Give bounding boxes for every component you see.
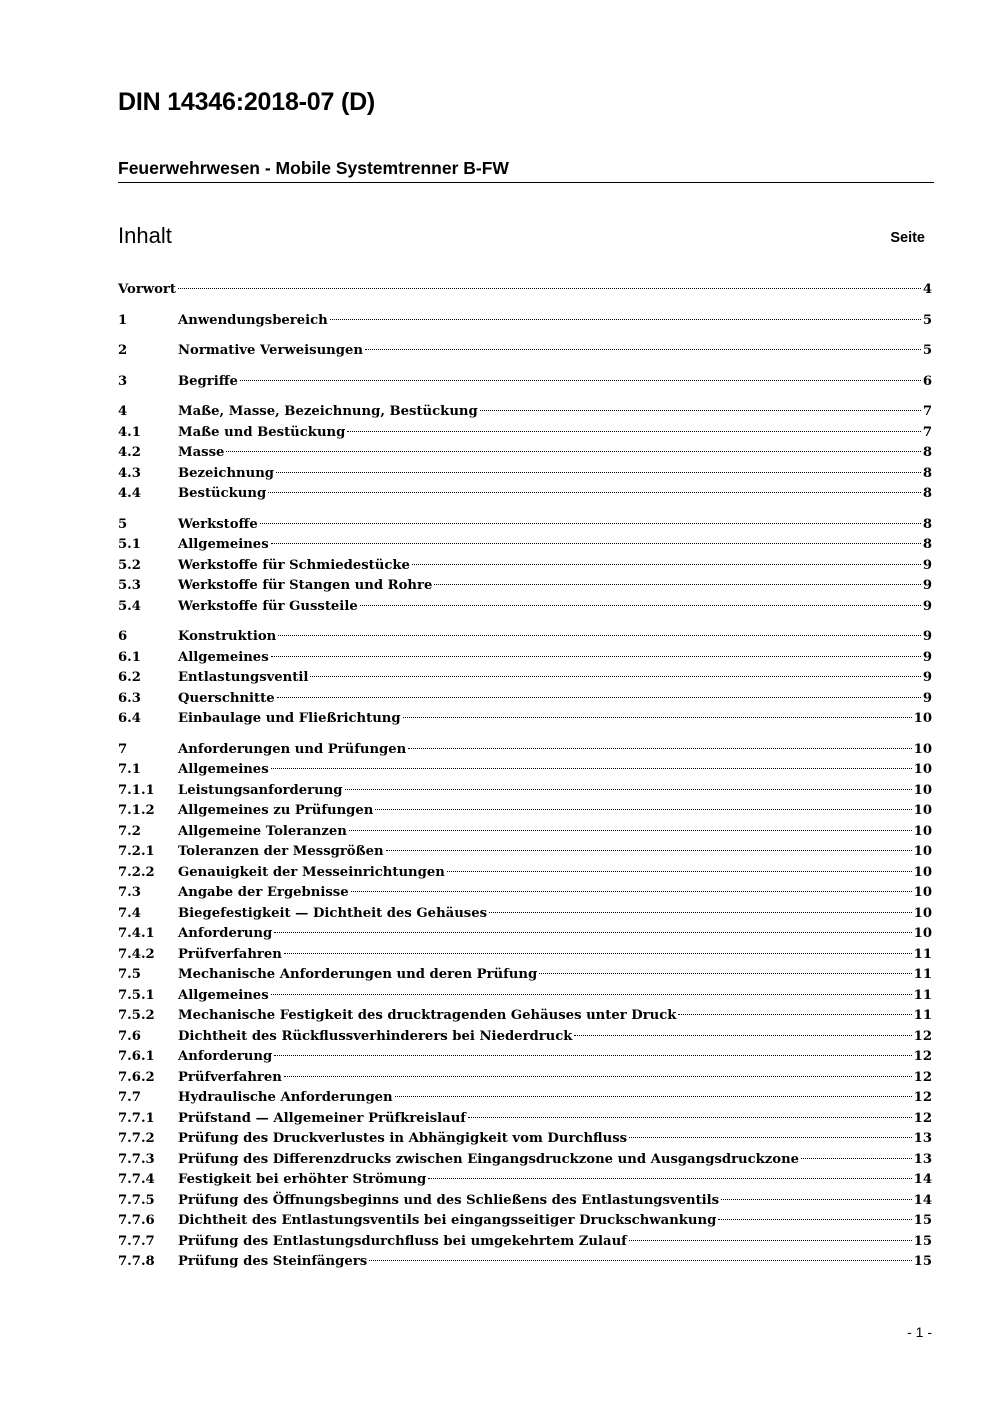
toc-dot-leader bbox=[375, 809, 911, 810]
toc-entry-number: 7.6 bbox=[118, 1028, 141, 1044]
toc-entry-number: 7.7 bbox=[118, 1090, 141, 1105]
toc-entry-title: Vorwort bbox=[118, 282, 176, 297]
toc-entry-number: 7 bbox=[118, 741, 128, 757]
toc-entry-page: 11 bbox=[913, 967, 932, 982]
toc-entry-number: 5 bbox=[118, 516, 128, 532]
toc-entry-page: 5 bbox=[922, 343, 932, 358]
toc-dot-leader bbox=[271, 543, 921, 544]
toc-entry-page: 8 bbox=[922, 486, 932, 501]
toc-dot-leader bbox=[278, 635, 921, 636]
document-title: DIN 14346:2018-07 (D) bbox=[118, 88, 376, 116]
toc-entry-title: Anforderung bbox=[178, 1049, 273, 1064]
toc-dot-leader bbox=[351, 891, 912, 892]
toc-dot-leader bbox=[345, 789, 912, 790]
toc-entry[interactable] bbox=[118, 1170, 932, 1191]
toc-entry[interactable] bbox=[118, 801, 932, 822]
toc-entry-title: Prüfung des Druckverlustes in Abhängigkeit vom Durchfluss bbox=[178, 1131, 628, 1146]
toc-dot-leader bbox=[408, 748, 911, 749]
toc-dot-leader bbox=[271, 768, 912, 769]
toc-entry[interactable] bbox=[118, 965, 932, 986]
page-number: - 1 - bbox=[907, 1324, 932, 1340]
toc-dot-leader bbox=[434, 584, 920, 585]
toc-entry-number: 4.1 bbox=[118, 424, 141, 440]
toc-dot-leader bbox=[395, 1096, 912, 1097]
toc-entry-title: Werkstoffe für Schmiedestücke bbox=[178, 557, 410, 573]
toc-entry[interactable] bbox=[118, 822, 932, 843]
toc-dot-leader bbox=[539, 973, 911, 974]
toc-entry-page: 12 bbox=[913, 1110, 932, 1126]
toc-entry-page: 10 bbox=[913, 905, 932, 921]
toc-entry-title: Normative Verweisungen bbox=[178, 343, 363, 358]
toc-entry-number: 7.4.2 bbox=[118, 946, 155, 962]
toc-entry-page: 12 bbox=[913, 1028, 932, 1044]
toc-entry-title: Bezeichnung bbox=[178, 465, 275, 481]
toc-dot-leader bbox=[260, 523, 921, 524]
toc-entry[interactable] bbox=[118, 280, 932, 301]
toc-entry-number: 7.5.2 bbox=[118, 1008, 155, 1023]
toc-entry-title: Angabe der Ergebnisse bbox=[178, 885, 349, 900]
toc-entry-number: 5.3 bbox=[118, 578, 141, 593]
toc-entry[interactable] bbox=[118, 842, 932, 863]
toc-dot-leader bbox=[271, 656, 921, 657]
toc-entry[interactable] bbox=[118, 1252, 932, 1273]
toc-entry-number: 7.4 bbox=[118, 905, 141, 921]
toc-entry-page: 9 bbox=[922, 690, 932, 706]
toc-dot-leader bbox=[629, 1240, 912, 1241]
toc-entry-number: 4.4 bbox=[118, 486, 141, 501]
toc-entry[interactable] bbox=[118, 535, 932, 556]
toc-entry-page: 13 bbox=[913, 1131, 932, 1146]
toc-entry-number: 7.7.7 bbox=[118, 1233, 155, 1249]
toc-dot-leader bbox=[574, 1035, 911, 1036]
toc-dot-leader bbox=[240, 380, 921, 381]
toc-entry-page: 8 bbox=[922, 465, 932, 481]
toc-entry-page: 6 bbox=[922, 373, 932, 389]
toc-entry-title: Prüfung des Differenzdrucks zwischen Eingangsdruckzone und Ausgangsdruckzone bbox=[178, 1151, 800, 1167]
toc-entry-number: 7.4.1 bbox=[118, 926, 155, 941]
toc-entry-page: 10 bbox=[913, 823, 932, 839]
toc-entry[interactable] bbox=[118, 1027, 932, 1048]
toc-entry[interactable] bbox=[118, 627, 932, 648]
toc-dot-leader bbox=[330, 319, 921, 320]
toc-entry-page: 8 bbox=[922, 516, 932, 532]
page-column-label: Seite bbox=[890, 230, 925, 246]
toc-entry-page: 8 bbox=[922, 445, 932, 460]
toc-entry-title: Begriffe bbox=[178, 373, 238, 389]
toc-entry-page: 10 bbox=[913, 741, 932, 757]
toc-dot-leader bbox=[276, 472, 921, 473]
toc-entry[interactable] bbox=[118, 1068, 932, 1089]
toc-entry[interactable] bbox=[118, 1006, 932, 1027]
toc-dot-leader bbox=[718, 1219, 911, 1220]
toc-dot-leader bbox=[369, 1260, 912, 1261]
toc-entry-title: Mechanische Anforderungen und deren Prüfung bbox=[178, 967, 538, 982]
toc-entry[interactable] bbox=[118, 883, 932, 904]
toc-entry-title: Dichtheit des Rückflussverhinderers bei Niederdruck bbox=[178, 1028, 573, 1044]
toc-entry[interactable] bbox=[118, 484, 932, 505]
toc-dot-leader bbox=[489, 912, 912, 913]
toc-entry[interactable] bbox=[118, 576, 932, 597]
toc-entry[interactable] bbox=[118, 1211, 932, 1232]
toc-entry-number: 4 bbox=[118, 404, 128, 419]
toc-dot-leader bbox=[447, 871, 912, 872]
toc-entry-number: 7.6.1 bbox=[118, 1049, 155, 1064]
toc-entry-page: 13 bbox=[913, 1151, 932, 1167]
toc-entry-page: 8 bbox=[922, 537, 932, 552]
toc-dot-leader bbox=[349, 830, 912, 831]
toc-entry[interactable] bbox=[118, 1129, 932, 1150]
toc-entry-title: Genauigkeit der Messeinrichtungen bbox=[178, 864, 445, 880]
toc-dot-leader bbox=[386, 850, 912, 851]
toc-dot-leader bbox=[284, 1076, 912, 1077]
toc-dot-leader bbox=[347, 431, 920, 432]
toc-entry[interactable] bbox=[118, 1191, 932, 1212]
toc-entry[interactable] bbox=[118, 924, 932, 945]
toc-entry[interactable] bbox=[118, 1150, 932, 1171]
toc-entry[interactable] bbox=[118, 443, 932, 464]
toc-entry-page: 9 bbox=[922, 670, 932, 685]
toc-dot-leader bbox=[274, 932, 911, 933]
toc-entry-page: 10 bbox=[913, 803, 932, 818]
toc-entry-number: 4.3 bbox=[118, 465, 141, 481]
toc-entry[interactable] bbox=[118, 904, 932, 925]
toc-entry[interactable] bbox=[118, 464, 932, 485]
toc-entry-page: 9 bbox=[922, 578, 932, 593]
toc-entry-title: Masse bbox=[178, 445, 225, 460]
toc-dot-leader bbox=[268, 492, 921, 493]
document-subtitle: Feuerwehrwesen - Mobile Systemtrenner B-FW bbox=[118, 158, 934, 183]
toc-entry[interactable] bbox=[118, 515, 932, 536]
toc-dot-leader bbox=[274, 1055, 911, 1056]
toc-dot-leader bbox=[310, 676, 920, 677]
toc-entry-number: 4.2 bbox=[118, 445, 141, 460]
toc-entry-number: 7.3 bbox=[118, 885, 141, 900]
toc-entry[interactable] bbox=[118, 556, 932, 577]
toc-entry-page: 11 bbox=[913, 946, 932, 962]
toc-entry-title: Leistungsanforderung bbox=[178, 782, 343, 798]
toc-entry[interactable] bbox=[118, 597, 932, 618]
toc-entry-title: Dichtheit des Entlastungsventils bei eingangsseitiger Druckschwankung bbox=[178, 1213, 717, 1228]
toc-entry-page: 14 bbox=[913, 1172, 932, 1187]
toc-entry-title: Allgemeines zu Prüfungen bbox=[178, 803, 374, 818]
toc-entry-page: 15 bbox=[913, 1254, 932, 1269]
toc-entry[interactable] bbox=[118, 1232, 932, 1253]
toc-dot-leader bbox=[403, 717, 912, 718]
toc-entry-page: 10 bbox=[913, 762, 932, 777]
toc-entry[interactable] bbox=[118, 986, 932, 1007]
toc-entry-number: 2 bbox=[118, 343, 128, 358]
toc-entry-number: 7.1.1 bbox=[118, 782, 155, 798]
toc-entry-title: Prüfung des Steinfängers bbox=[178, 1254, 368, 1269]
toc-dot-leader bbox=[226, 451, 920, 452]
toc-entry-number: 6.3 bbox=[118, 690, 141, 706]
toc-entry-title: Werkstoffe bbox=[178, 516, 258, 532]
toc-dot-leader bbox=[365, 349, 921, 350]
toc-entry-title: Mechanische Festigkeit des drucktragenden Gehäuses unter Druck bbox=[178, 1008, 677, 1023]
toc-entry-page: 11 bbox=[913, 987, 932, 1003]
toc-entry-number: 7.1 bbox=[118, 762, 141, 777]
toc-dot-leader bbox=[721, 1199, 912, 1200]
toc-entry-page: 5 bbox=[922, 312, 932, 328]
toc-entry-page: 10 bbox=[913, 864, 932, 880]
toc-entry-number: 6.1 bbox=[118, 649, 141, 665]
toc-dot-leader bbox=[428, 1178, 911, 1179]
toc-entry-page: 11 bbox=[913, 1008, 932, 1023]
toc-entry-title: Biegefestigkeit — Dichtheit des Gehäuses bbox=[178, 905, 488, 921]
toc-entry-page: 12 bbox=[913, 1069, 932, 1085]
toc-entry-title: Anwendungsbereich bbox=[178, 312, 328, 328]
toc-dot-leader bbox=[678, 1014, 911, 1015]
toc-entry[interactable] bbox=[118, 781, 932, 802]
toc-dot-leader bbox=[360, 605, 921, 606]
toc-entry-title: Allgemeines bbox=[178, 537, 269, 552]
toc-entry-number: 7.5.1 bbox=[118, 987, 155, 1003]
toc-entry-title: Festigkeit bei erhöhter Strömung bbox=[178, 1172, 427, 1187]
toc-entry-number: 3 bbox=[118, 373, 128, 389]
toc-entry[interactable] bbox=[118, 945, 932, 966]
toc-entry-title: Werkstoffe für Gussteile bbox=[178, 598, 358, 614]
toc-entry[interactable] bbox=[118, 709, 932, 730]
toc-dot-leader bbox=[178, 288, 921, 289]
toc-entry-number: 5.2 bbox=[118, 557, 141, 573]
toc-entry-page: 9 bbox=[922, 649, 932, 665]
toc-entry-title: Querschnitte bbox=[178, 690, 275, 706]
toc-entry[interactable] bbox=[118, 341, 932, 362]
toc-entry-number: 7.2.1 bbox=[118, 844, 155, 859]
toc-entry-title: Toleranzen der Messgrößen bbox=[178, 844, 384, 859]
toc-entry-number: 7.7.8 bbox=[118, 1254, 155, 1269]
toc-entry-page: 10 bbox=[913, 844, 932, 859]
toc-dot-leader bbox=[277, 697, 921, 698]
toc-entry-page: 4 bbox=[922, 282, 932, 297]
toc-entry-title: Allgemeines bbox=[178, 762, 269, 777]
toc-entry-title: Allgemeine Toleranzen bbox=[178, 823, 347, 839]
toc-entry-number: 7.1.2 bbox=[118, 803, 155, 818]
toc-entry-number: 7.7.2 bbox=[118, 1131, 155, 1146]
toc-entry-title: Prüfverfahren bbox=[178, 1069, 282, 1085]
toc-entry-title: Allgemeines bbox=[178, 987, 269, 1003]
toc-dot-leader bbox=[284, 953, 912, 954]
toc-entry-title: Anforderung bbox=[178, 926, 273, 941]
toc-entry[interactable] bbox=[118, 372, 932, 393]
toc-entry-page: 15 bbox=[913, 1213, 932, 1228]
toc-entry-number: 5.4 bbox=[118, 598, 141, 614]
toc-dot-leader bbox=[480, 410, 921, 411]
toc-entry-title: Maße und Bestückung bbox=[178, 424, 346, 440]
toc-entry-page: 7 bbox=[922, 404, 932, 419]
toc-entry-title: Maße, Masse, Bezeichnung, Bestückung bbox=[178, 404, 478, 419]
toc-entry-title: Einbaulage und Fließrichtung bbox=[178, 711, 401, 726]
toc-heading: Inhalt bbox=[118, 223, 172, 248]
toc-entry-page: 15 bbox=[913, 1233, 932, 1249]
toc-entry-title: Werkstoffe für Stangen und Rohre bbox=[178, 578, 433, 593]
toc-entry-page: 12 bbox=[913, 1049, 932, 1064]
toc-entry-page: 9 bbox=[922, 598, 932, 614]
toc-entry-title: Entlastungsventil bbox=[178, 670, 309, 685]
toc-entry[interactable] bbox=[118, 740, 932, 761]
toc-entry[interactable] bbox=[118, 402, 932, 423]
toc-entry-page: 10 bbox=[913, 782, 932, 798]
toc-dot-leader bbox=[801, 1158, 912, 1159]
toc-entry[interactable] bbox=[118, 1109, 932, 1130]
toc-entry-number: 7.2.2 bbox=[118, 864, 155, 880]
toc-entry-number: 1 bbox=[118, 312, 128, 328]
toc-entry-number: 7.7.5 bbox=[118, 1192, 155, 1208]
toc-entry[interactable] bbox=[118, 760, 932, 781]
toc-entry-number: 7.7.6 bbox=[118, 1213, 155, 1228]
toc-entry[interactable] bbox=[118, 423, 932, 444]
toc-entry-number: 7.5 bbox=[118, 967, 141, 982]
toc-entry-page: 9 bbox=[922, 557, 932, 573]
table-of-contents bbox=[118, 280, 932, 1273]
toc-entry[interactable] bbox=[118, 648, 932, 669]
toc-entry-number: 7.6.2 bbox=[118, 1069, 155, 1085]
toc-entry-number: 6 bbox=[118, 629, 128, 644]
toc-entry-number: 6.2 bbox=[118, 670, 141, 685]
toc-entry-title: Allgemeines bbox=[178, 649, 269, 665]
toc-entry-number: 7.7.4 bbox=[118, 1172, 155, 1187]
toc-entry-title: Konstruktion bbox=[178, 629, 277, 644]
toc-entry-page: 7 bbox=[922, 424, 932, 440]
toc-entry-number: 5.1 bbox=[118, 537, 141, 552]
toc-entry[interactable] bbox=[118, 689, 932, 710]
toc-entry-page: 10 bbox=[913, 926, 932, 941]
toc-entry-page: 12 bbox=[913, 1090, 932, 1105]
toc-entry[interactable] bbox=[118, 863, 932, 884]
toc-entry[interactable] bbox=[118, 1088, 932, 1109]
toc-entry[interactable] bbox=[118, 311, 932, 332]
toc-dot-leader bbox=[629, 1137, 912, 1138]
toc-entry-title: Bestückung bbox=[178, 486, 267, 501]
toc-entry-page: 10 bbox=[913, 711, 932, 726]
toc-entry-title: Anforderungen und Prüfungen bbox=[178, 741, 407, 757]
toc-entry-title: Prüfung des Öffnungsbeginns und des Schließens des Entlastungsventils bbox=[178, 1192, 720, 1208]
toc-dot-leader bbox=[412, 564, 921, 565]
toc-entry-title: Prüfverfahren bbox=[178, 946, 282, 962]
toc-entry-number: 6.4 bbox=[118, 711, 141, 726]
toc-entry-page: 10 bbox=[913, 885, 932, 900]
toc-entry[interactable] bbox=[118, 668, 932, 689]
toc-entry-number: 7.7.1 bbox=[118, 1110, 155, 1126]
toc-entry[interactable] bbox=[118, 1047, 932, 1068]
toc-entry-title: Hydraulische Anforderungen bbox=[178, 1090, 393, 1105]
toc-dot-leader bbox=[468, 1117, 912, 1118]
toc-entry-title: Prüfung des Entlastungsdurchfluss bei umgekehrtem Zulauf bbox=[178, 1233, 627, 1249]
toc-entry-page: 9 bbox=[922, 629, 932, 644]
toc-entry-title: Prüfstand — Allgemeiner Prüfkreislauf bbox=[178, 1110, 466, 1126]
toc-entry-number: 7.2 bbox=[118, 823, 141, 839]
toc-entry-page: 14 bbox=[913, 1192, 932, 1208]
toc-entry-number: 7.7.3 bbox=[118, 1151, 155, 1167]
toc-dot-leader bbox=[271, 994, 912, 995]
